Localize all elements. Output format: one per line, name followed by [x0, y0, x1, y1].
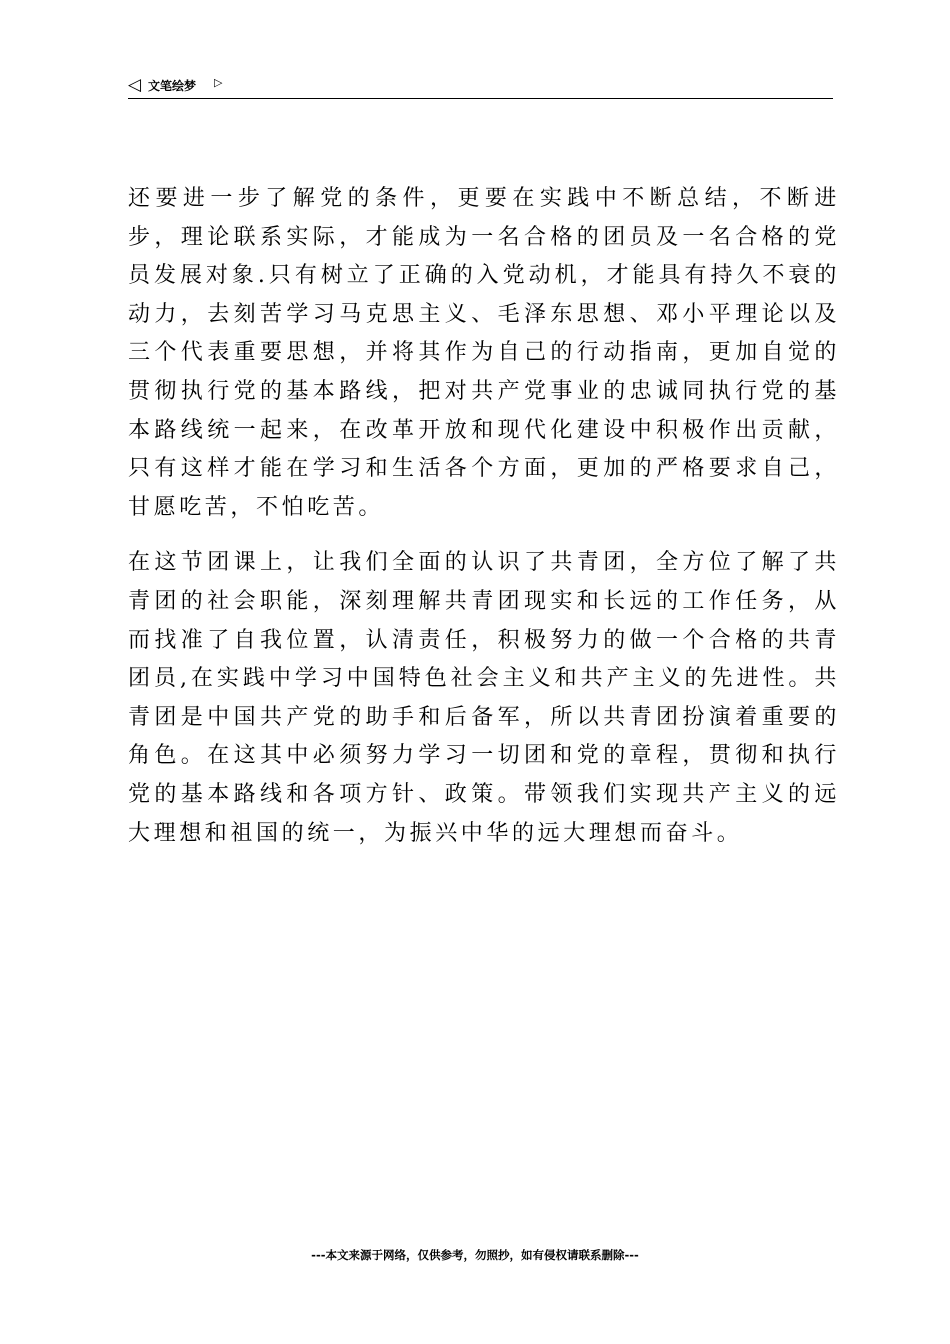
- triangle-left-icon: ◁: [128, 75, 142, 95]
- triangle-right-icon: ▷: [214, 76, 223, 89]
- footer-disclaimer: ---本文来源于网络，仅供参考，勿照抄，如有侵权请联系删除---: [311, 1248, 639, 1262]
- page-header: [128, 74, 833, 99]
- paragraph-1: 还要进一步了解党的条件，更要在实践中不断总结，不断进步，理论联系实际，才能成为一名合格的团员及一名合格的党员发展对象.只有树立了正确的入党动机，才能具有持久不衰的动力，去刻苦学习马克思主义、毛泽东思想、邓小平理论以及三个代表重要思想，并将其作为自己的行动指南，更加自觉的贯彻执行党的基本路线，把对共产党事业的忠诚同执行党的基本路线统一起来，在改革开放和现代化建设中积极作出贡献，只有这样才能在学习和生活各个方面，更加的严格要求自己，甘愿吃苦，不怕吃苦。: [128, 186, 840, 520]
- header-title: 文笔绘梦: [148, 79, 197, 93]
- document-body: [128, 180, 840, 853]
- paragraph-spacer: [128, 527, 840, 544]
- paragraph-2: 在这节团课上，让我们全面的认识了共青团，全方位了解了共青团的社会职能，深刻理解共青团现实和长远的工作任务，从而找准了自我位置，认清责任，积极努力的做一个合格的共青团员,在实践中学习中国特色社会主义和共产主义的先进性。共青团是中国共产党的助手和后备军，所以共青团扮演着重要的角色。在这其中必须努力学习一切团和党的章程，贯彻和执行党的基本路线和各项方针、政策。带领我们实现共产主义的远大理想和祖国的统一，为振兴中华的远大理想而奋斗。: [128, 550, 840, 846]
